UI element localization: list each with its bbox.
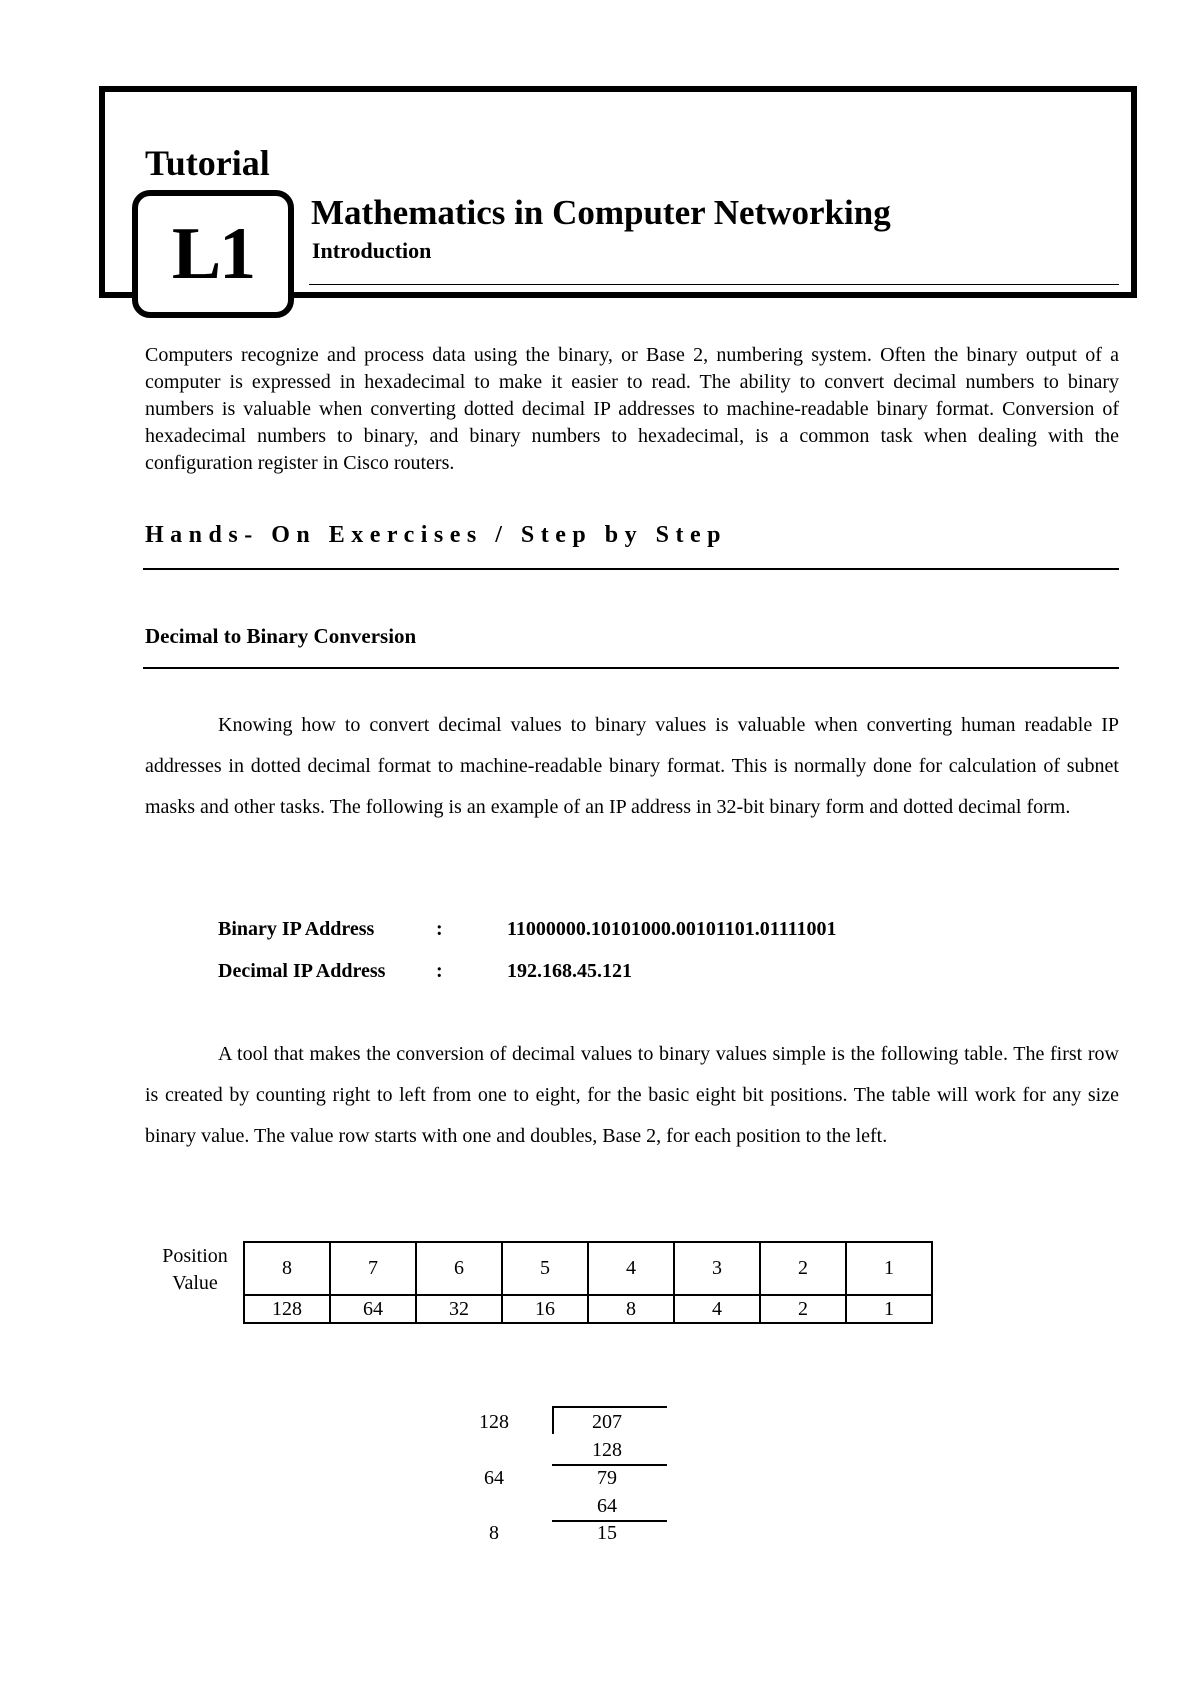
working-value: 64 bbox=[597, 1495, 617, 1517]
lesson-badge bbox=[132, 190, 294, 318]
value-row bbox=[244, 1295, 932, 1323]
binary-ip-colon: : bbox=[436, 918, 443, 940]
position-cell: 6 bbox=[416, 1242, 502, 1295]
header-divider bbox=[309, 284, 1119, 285]
position-cell: 5 bbox=[502, 1242, 588, 1295]
working-value: 15 bbox=[597, 1522, 617, 1544]
position-cell: 8 bbox=[244, 1242, 330, 1295]
paragraph-decimal-to-binary-text: Knowing how to convert decimal values to binary values is valuable when converting human readable IP addresses in dotted decimal format to machine-readable binary format. This is normally done for calculation of subnet masks and other tasks. The following is an example of an IP address in 32-bit binary form and dotted decimal form. bbox=[145, 714, 1119, 818]
value-cell: 64 bbox=[330, 1295, 416, 1323]
paragraph-conversion-tool bbox=[145, 1034, 1119, 1157]
page-title: Mathematics in Computer Networking bbox=[311, 193, 891, 232]
value-row-label: Value bbox=[172, 1272, 218, 1294]
position-cell: 7 bbox=[330, 1242, 416, 1295]
position-value-table bbox=[243, 1241, 933, 1324]
paragraph-conversion-tool-text: A tool that makes the conversion of decimal values to binary values simple is the following table. The first row is created by counting right to left from one to eight, for the basic eight bit positions. The table will work for any size binary value. The value row starts with one and doubles, Base 2, for each position to the left. bbox=[145, 1043, 1119, 1147]
position-row-label: Position bbox=[162, 1245, 228, 1267]
value-cell: 2 bbox=[760, 1295, 846, 1323]
value-cell: 4 bbox=[674, 1295, 760, 1323]
division-top-line bbox=[552, 1406, 667, 1408]
working-value: 79 bbox=[597, 1467, 617, 1489]
working-value: 207 bbox=[592, 1411, 622, 1433]
lesson-badge-text: L1 bbox=[171, 213, 255, 295]
subsection-heading: Decimal to Binary Conversion bbox=[145, 624, 417, 648]
divisor: 8 bbox=[489, 1522, 499, 1544]
section-divider bbox=[143, 568, 1119, 570]
position-cell: 1 bbox=[846, 1242, 932, 1295]
position-cell: 2 bbox=[760, 1242, 846, 1295]
tutorial-label: Tutorial bbox=[145, 143, 270, 183]
subsection-divider bbox=[143, 667, 1119, 669]
section-heading: Hands- On Exercises / Step by Step bbox=[145, 522, 727, 548]
position-cell: 3 bbox=[674, 1242, 760, 1295]
value-cell: 128 bbox=[244, 1295, 330, 1323]
page-subtitle: Introduction bbox=[312, 238, 432, 263]
working-value: 128 bbox=[592, 1439, 622, 1461]
intro-paragraph: Computers recognize and process data using the binary, or Base 2, numbering system. Often the binary output of a computer is expressed in hexadecimal to make it easier to read. The ability to convert decimal numbers to binary numbers is valuable when converting dotted decimal IP addresses to machine-readable binary format. Conversion of hexadecimal numbers to binary, and binary numbers to hexadecimal, is a common task when dealing with the configuration register in Cisco routers. bbox=[145, 344, 1119, 474]
position-cell: 4 bbox=[588, 1242, 674, 1295]
subtraction-line bbox=[552, 1464, 667, 1466]
value-cell: 32 bbox=[416, 1295, 502, 1323]
paragraph-decimal-to-binary bbox=[145, 705, 1119, 828]
decimal-ip-colon: : bbox=[436, 960, 443, 982]
divisor: 64 bbox=[484, 1467, 504, 1489]
division-bracket bbox=[552, 1406, 554, 1434]
value-cell: 1 bbox=[846, 1295, 932, 1323]
table-row-labels bbox=[150, 1243, 240, 1297]
binary-ip-value: 11000000.10101000.00101101.01111001 bbox=[507, 918, 837, 940]
binary-ip-label: Binary IP Address bbox=[218, 918, 375, 940]
divisor: 128 bbox=[479, 1411, 509, 1433]
value-cell: 8 bbox=[588, 1295, 674, 1323]
decimal-ip-label: Decimal IP Address bbox=[218, 960, 386, 982]
value-cell: 16 bbox=[502, 1295, 588, 1323]
position-row bbox=[244, 1242, 932, 1295]
decimal-ip-value: 192.168.45.121 bbox=[507, 960, 632, 982]
